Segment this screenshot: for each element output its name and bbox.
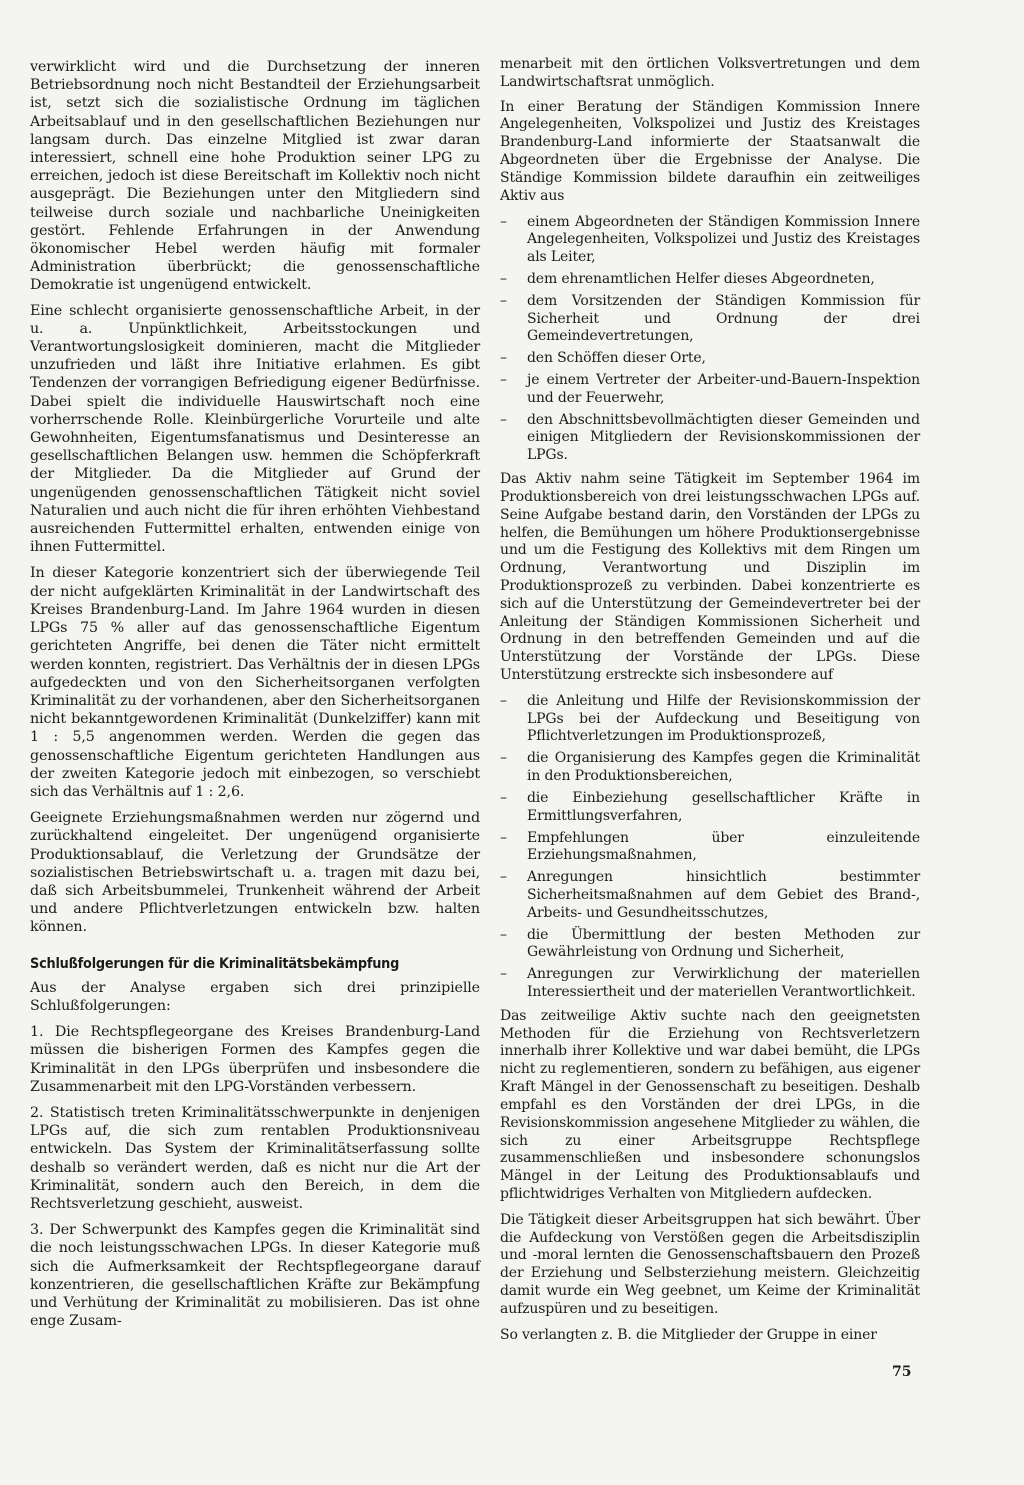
paragraph: Das zeitweilige Aktiv suchte nach den geeignetsten Methoden für die Erziehung von Rechtsverletzern innerhalb ihrer Kollektive und war dabei bemüht, die LPGs nicht zu reglementieren, sondern zu befähigen, aus eigener Kraft Mängel in der Genossenschaft zu beseitigen. Deshalb empfahl es den Vorständen der drei LPGs, in die Revisionskommission angesehene Mitglieder zu wählen, die sich zu einer Arbeitsgruppe Rechtspflege zusammenschließen und insbesondere schonungslos Mängel in der Leitung des Produktionsablaufs und pflichtwidriges Verhalten von Mitgliedern aufdecken. — [500, 1007, 920, 1202]
paragraph: Das Aktiv nahm seine Tätigkeit im September 1964 im Produktionsbereich von drei leistungsschwachen LPGs auf. Seine Aufgabe bestand darin, den Vorständen der LPGs zu helfen, die Bemühungen um höhere Produktionsergebnisse und um die Festigung des Kollektivs mit dem Ringen um Ordnung, Verantwortung und Disziplin im Produktionsprozeß zu verbinden. Dabei konzentrierte es sich auf die Unterstützung der Gemeindevertreter bei der Anleitung der Ständigen Kommissionen Sicherheit und Ordnung in den betreffenden Gemeinden und auf die Unterstützung der Vorstände der LPGs. Diese Unterstützung erstreckte sich insbesondere auf — [500, 471, 920, 683]
paragraph: Geeignete Erziehungsmaßnahmen werden nur zögernd und zurückhaltend eingeleitet. Der ungenügend organisierte Produktionsablauf, die Verletzung der Grundsätze der sozialistischen Betriebswirtschaft u. a. tragen mit dazu bei, daß sich Arbeitsbummelei, Trunkenheit während der Arbeit und andere Pflichtverletzungen entwickeln bzw. halten können. — [30, 810, 480, 936]
paragraph: Eine schlecht organisierte genossenschaftliche Arbeit, in der u. a. Unpünktlichkeit, Arbeitsstockungen und Verantwortungslosigkeit dominieren, macht die Mitglieder unzufrieden und läßt ihre Initiative erlahmen. Es gibt Tendenzen der vorrangigen Befriedigung eigener Bedürfnisse. Dabei spielt die individuelle Hauswirtschaft noch eine vorherrschende Rolle. Kleinbürgerliche Vorurteile und alte Gewohnheiten, Eigentumsfanatismus und Desinteresse an gesellschaftlichen Belangen usw. hemmen die Schöpferkraft der Mitglieder. Da die Mitglieder auf Grund der ungenügenden genossenschaftlichen Tätigkeit nicht soviel Naturalien und auch nicht die für ihren erhöhten Viehbestand ausreichenden Futtermittel erhalten, entwenden einige von ihnen Futtermittel. — [30, 302, 480, 556]
page-number: 75 — [892, 1364, 912, 1380]
list-item-text: den Abschnittsbevollmächtigten dieser Gemeinden und einigen Mitgliedern der Revisionskommissionen der LPGs. — [527, 411, 920, 464]
list-item-text: den Schöffen dieser Orte, — [527, 350, 706, 367]
paragraph: So verlangten z. B. die Mitglieder der Gruppe in einer — [500, 1326, 877, 1343]
paragraph: Die Tätigkeit dieser Arbeitsgruppen hat sich bewährt. Über die Aufdeckung von Verstößen gegen die Arbeitsdisziplin und -moral lernten die Genossenschaftsbauern den Prozeß der Erziehung und Selbsterziehung meistern. Gleichzeitig damit wurde ein Weg geebnet, um Keime der Kriminalität aufzuspüren und zu beseitigen. — [500, 1211, 920, 1317]
paragraph: Aus der Analyse ergaben sich drei prinzipielle Schlußfolgerungen: — [30, 979, 480, 1014]
section-heading: Schlußfolgerungen für die Kriminalitätsbekämpfung — [30, 955, 400, 972]
list-item-text: Anregungen zur Verwirklichung der materiellen Interessiertheit und der materiellen Verantwortlichkeit. — [527, 966, 920, 1000]
list-item-text: je einem Vertreter der Arbeiter-und-Bauern-Inspektion und der Feuerwehr, — [527, 372, 920, 406]
list-item — [500, 412, 920, 465]
list-item — [500, 372, 920, 408]
dash-bullet: – — [500, 869, 507, 886]
dash-bullet: – — [500, 750, 507, 767]
dash-bullet: – — [500, 270, 507, 287]
dash-bullet: – — [500, 350, 507, 367]
aktiv-members-list — [500, 214, 920, 466]
dash-bullet: – — [500, 829, 507, 846]
dash-bullet: – — [500, 926, 507, 943]
list-item — [500, 927, 920, 963]
left-column — [30, 58, 480, 1338]
dash-bullet: – — [500, 372, 507, 388]
list-item-text: die Einbeziehung gesellschaftlicher Kräfte in Ermittlungsverfahren, — [527, 789, 920, 824]
list-item — [500, 830, 920, 866]
list-item — [500, 293, 920, 346]
list-item-text: einem Abgeordneten der Ständigen Kommission Innere Angelegenheiten, Volkspolizei und Justiz des Kreistages als Leiter, — [527, 213, 920, 266]
list-item — [500, 869, 920, 922]
list-item — [500, 750, 920, 786]
dash-bullet: – — [500, 789, 507, 806]
list-item — [500, 271, 920, 289]
paragraph: In dieser Kategorie konzentriert sich der überwiegende Teil der nicht aufgeklärten Kriminalität in der Landwirtschaft des Kreises Brandenburg-Land. Im Jahre 1964 wurden in diesen LPGs 75 % aller auf das genossenschaftliche Eigentum gerichteten Angriffe, bei denen die Täter nicht ermittelt werden konnten, registriert. Das Verhältnis der in diesen LPGs aufgedeckten und von den Sicherheitsorganen verfolgten Kriminalität zu der vorhandenen, aber den Sicherheitsorganen nicht bekanntgewordenen Kriminalität (Dunkelziffer) kann mit 1 : 5,5 angenommen werden. Werden die gegen das genossenschaftliche Eigentum gerichteten Handlungen aus der zweiten Kategorie jedoch mit einbezogen, so verschiebt sich das Verhältnis auf 1 : 2,6. — [30, 565, 480, 800]
numbered-paragraph: 2. Statistisch treten Kriminalitätsschwerpunkte in denjenigen LPGs auf, die sich zum rentablen Produktionsniveau entwickeln. Das System der Kriminalitätserfassung sollte deshalb so verändert werden, daß es nicht nur die Art der Kriminalität, sondern auch den Bereich, in dem die Rechtsverletzung geschieht, ausweist. — [30, 1104, 480, 1212]
numbered-paragraph: 3. Der Schwerpunkt des Kampfes gegen die Kriminalität sind die noch leistungsschwachen LPGs. In dieser Kategorie muß sich die Aufmerksamkeit der Rechtspflegeorgane darauf konzentrieren, die gesellschaftlichen Kräfte zur Bekämpfung und Verhütung der Kriminalität zu mobilisieren. Das ist ohne enge Zusam- — [30, 1222, 480, 1330]
list-item-text: dem ehrenamtlichen Helfer dieses Abgeordneten, — [527, 270, 875, 287]
list-item — [500, 966, 920, 1002]
list-item — [500, 350, 920, 368]
dash-bullet: – — [500, 292, 507, 309]
dash-bullet: – — [500, 692, 507, 709]
list-item — [500, 214, 920, 267]
list-item — [500, 790, 920, 826]
list-item — [500, 693, 920, 746]
list-item-text: Anregungen hinsichtlich bestimmter Sicherheitsmaßnahmen auf dem Gebiet des Brand-, Arbeits- und Gesundheitsschutzes, — [527, 869, 920, 921]
list-item-text: die Organisierung des Kampfes gegen die Kriminalität in den Produktionsbereichen, — [527, 750, 920, 785]
paragraph: menarbeit mit den örtlichen Volksvertretungen und dem Landwirtschaftsrat unmöglich. — [500, 56, 920, 90]
list-item-text: Empfehlungen über einzuleitende Erziehungsmaßnahmen, — [527, 829, 920, 864]
dash-bullet: – — [500, 213, 507, 230]
paragraph: verwirklicht wird und die Durchsetzung der inneren Betriebsordnung noch nicht Bestandteil der Erziehungsarbeit ist, setzt sich die sozialistische Ordnung im täglichen Arbeitsablauf und in den gesellschaftlichen Beziehungen nur langsam durch. Das einzelne Mitglied ist zwar daran interessiert, schnell eine hohe Produktion seiner LPG zu erreichen, jedoch ist diese Bereitschaft im Kollektiv noch nicht ausgeprägt. Die Beziehungen unter den Mitgliedern sind teilweise durch soziale und nachbarliche Uneinigkeiten gestört. Fehlende Erfahrungen in der Anwendung ökonomischer Hebel werden häufig mit formaler Administration überbrückt; die genossenschaftliche Demokratie ist ungenügend entwickelt. — [30, 59, 480, 294]
numbered-paragraph: 1. Die Rechtspflegeorgane des Kreises Brandenburg-Land müssen die bisherigen Formen des Kampfes gegen die Kriminalität in den LPGs überprüfen und insbesondere die Zusammenarbeit mit den LPG-Vorständen verbessern. — [30, 1024, 480, 1095]
paragraph: In einer Beratung der Ständigen Kommission Innere Angelegenheiten, Volkspolizei und Justiz des Kreistages Brandenburg-Land informierte der Staatsanwalt die Abgeordneten über die Ergebnisse der Analyse. Die Ständige Kommission bildete daraufhin ein zeitweiliges Aktiv aus — [500, 98, 920, 204]
right-column — [500, 56, 920, 1352]
list-item-text: dem Vorsitzenden der Ständigen Kommission für Sicherheit und Ordnung der drei Gemeindevertretungen, — [527, 292, 920, 345]
list-item-text: die Übermittlung der besten Methoden zur Gewährleistung von Ordnung und Sicherheit, — [527, 926, 920, 961]
list-item-text: die Anleitung und Hilfe der Revisionskommission der LPGs bei der Aufdeckung und Beseitigung von Pflichtverletzungen im Produktionsprozeß, — [527, 692, 920, 745]
dash-bullet: – — [500, 966, 507, 983]
dash-bullet: – — [500, 411, 507, 428]
support-areas-list — [500, 693, 920, 1002]
